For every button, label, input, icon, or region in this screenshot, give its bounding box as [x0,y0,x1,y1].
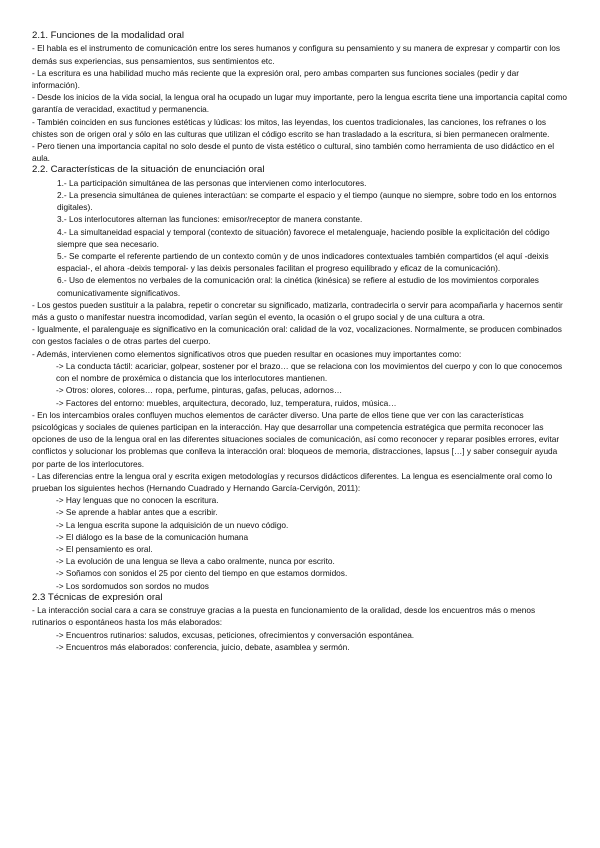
numbered-item: 1.- La participación simultánea de las personas que intervienen como interlocutores. [57,177,367,188]
arrow-item: -> El diálogo es la base de la comunicación humana [56,531,249,542]
paragraph: - La interacción social cara a cara se construye gracias a la puesta en funcionamiento de la oralidad, desde los encuentros más o menos rutinarios o espontáneos hasta los más elaborados: [32,605,536,628]
section-heading-2-2: 2.2. Características de la situación de enunciación oral [32,164,265,176]
paragraph: - En los intercambios orales confluyen muchos elementos de carácter diverso. Una parte de ellos tiene que ver con las características psicológicas y sociales de quienes participan en la interacción. Hay que desarrollar una competencia estratégica que permita reconocer las opciones de uso de la lengua oral en las diferentes situaciones sociales de comunicación, así como reconocer y reparar posibles errores, evitar conflictos y solucionar los problemas que conlleva la interacción oral: bloqueos de memoria, distracciones, lapsus […] y saber conseguir ayuda por parte de los interlocutores. [32,409,560,469]
numbered-item: 2.- La presencia simultánea de quienes interactúan: se comparte el espacio y el tiempo (aunque no siempre, sobre todo en los entornos digitales). [57,190,557,213]
numbered-item: 3.- Los interlocutores alternan las funciones: emisor/receptor de manera constante. [57,214,363,225]
numbered-item: 6.- Uso de elementos no verbales de la comunicación oral: la cinética (kinésica) se refiere al estudio de los movimientos corporales comunicativamente significativos. [57,275,539,298]
paragraph: - Las diferencias entre la lengua oral y escrita exigen metodologías y recursos didácticos diferentes. La lengua es esencialmente oral como lo prueban los siguientes hechos (Hernando Cuadrado y Hernando García-Cervigón, 2011): [32,470,553,493]
section-heading-2-1: 2.1. Funciones de la modalidad oral [32,30,184,41]
arrow-item: -> La conducta táctil: acariciar, golpear, sostener por el brazo… que se relaciona con los movimientos del cuerpo y con lo que conocemos con el nombre de proxémica o distancia que los interlocutores mantienen. [56,360,563,384]
paragraph: - Además, intervienen como elementos significativos otros que pueden resultar en ocasiones muy importantes como: [32,348,462,359]
arrow-item: -> Hay lenguas que no conocen la escritura. [56,495,219,506]
arrow-item: -> El pensamiento es oral. [56,543,153,554]
arrow-item: -> Otros: olores, colores… ropa, perfume, pinturas, gafas, pelucas, adornos… [56,385,343,396]
document-body [32,30,568,653]
numbered-item: 4.- La simultaneidad espacial y temporal (contexto de situación) favorece el metalenguaje, haciendo posible la explicitación del código siempre que sea necesario. [57,226,550,249]
arrow-item: -> Soñamos con sonidos el 25 por ciento del tiempo en que estamos dormidos. [56,568,348,579]
paragraph: - El habla es el instrumento de comunicación entre los seres humanos y configura su pensamiento y su manera de expresar y compartir con los demás sus experiencias, sus pensamientos, sus sentimientos etc. [32,43,561,66]
numbered-item: 5.- Se comparte el referente partiendo de un contexto común y de unos indicadores contextuales también compartidos (el aquí -deixis espacial-, el ahora -deixis temporal- y las deixis personales facilitan el progreso equilibrado y eficaz de la comunicación). [57,251,549,274]
paragraph: - Pero tienen una importancia capital no solo desde el punto de vista estético o cultural, sino también como herramienta de uso didáctico en el aula. [32,141,555,164]
arrow-item: -> La lengua escrita supone la adquisición de un nuevo código. [56,519,289,530]
arrow-item: -> Se aprende a hablar antes que a escribir. [56,507,218,518]
arrow-item: -> Los sordomudos son sordos no mudos [56,580,209,591]
arrow-item: -> Encuentros rutinarios: saludos, excusas, peticiones, ofrecimientos y conversación espontánea. [56,629,415,640]
arrow-item: -> La evolución de una lengua se lleva a cabo oralmente, nunca por escrito. [56,556,335,567]
arrow-item: -> Factores del entorno: muebles, arquitectura, decorado, luz, temperatura, ruidos, música… [56,397,397,408]
arrow-item: -> Encuentros más elaborados: conferencia, juicio, debate, asamblea y sermón. [56,641,350,652]
paragraph: - Desde los inicios de la vida social, la lengua oral ha ocupado un lugar muy importante, pero la lengua escrita tiene una importancia capital como garantía de veracidad, exactitud y permanencia. [32,92,567,115]
paragraph: - También coinciden en sus funciones estéticas y lúdicas: los mitos, las leyendas, los cuentos tradicionales, las canciones, los refranes o los chistes son de origen oral y sólo en las culturas que utilizan el código escrito se han trasladado a la escritura, si bien permanecen oralmente. [32,116,550,139]
paragraph: - Los gestos pueden sustituir a la palabra, repetir o concretar su significado, matizarla, contradecirla o servir para acompañarla y hacernos sentir más a gusto o manifestar nuestra incomodidad, varían según el evento, la ocasión o el grupo social y de una cultura a otra. [32,299,563,323]
paragraph: - La escritura es una habilidad mucho más reciente que la expresión oral, pero ambas comparten sus funciones sociales (pedir y dar información). [32,67,520,91]
paragraph: - Igualmente, el paralenguaje es significativo en la comunicación oral: calidad de la voz, vocalizaciones. Normalmente, se producen combinados con gestos faciales o de otras partes del cuerpo. [32,324,562,347]
section-heading-2-3: 2.3 Técnicas de expresión oral [32,591,163,603]
